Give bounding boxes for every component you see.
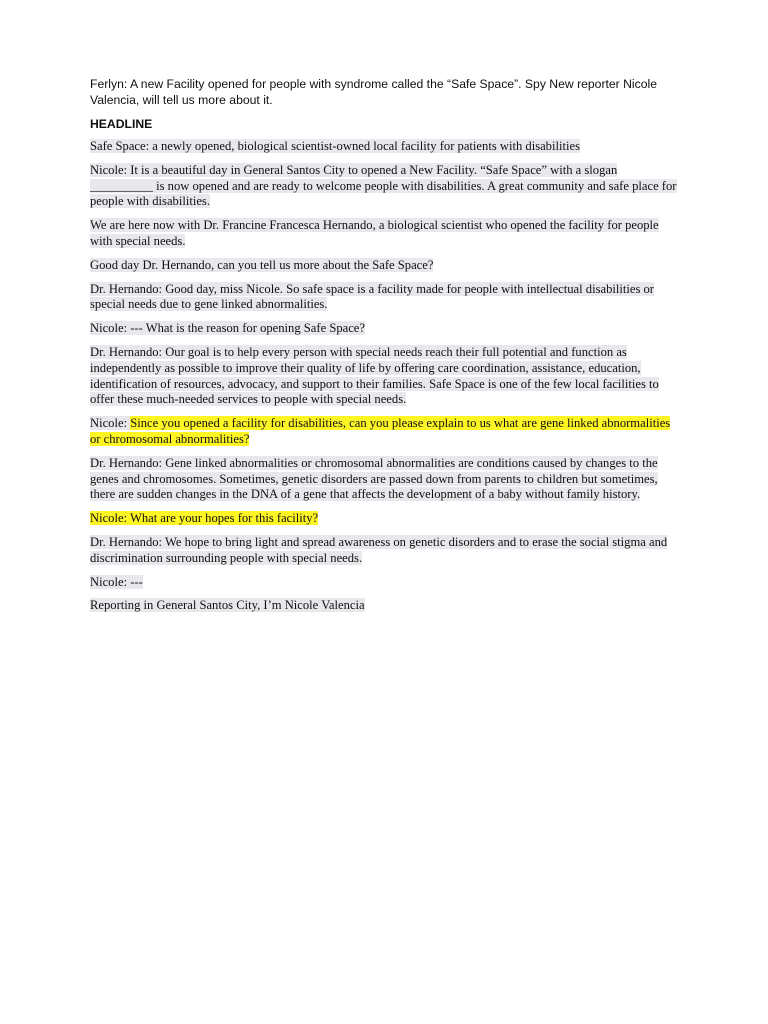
highlighted-question: Since you opened a facility for disabilities, can you please explain to us what are gene linked abnormalities or chromosomal abnormalities? [90, 416, 671, 446]
document-page [90, 76, 680, 622]
paragraph-text: Dr. Hernando: We hope to bring light and spread awareness on genetic disorders and to erase the social stigma and discrimination surrounding people with special needs. [90, 534, 668, 565]
paragraph-introduce-guest [90, 218, 680, 250]
speaker-prefix: Nicole: [90, 416, 131, 431]
paragraph-hernando-answer-4 [90, 535, 680, 567]
paragraph-text: Nicole: --- What is the reason for opening Safe Space? [90, 321, 365, 336]
paragraph-hernando-answer-2 [90, 345, 680, 408]
paragraph-text: Safe Space: a newly opened, biological scientist-owned local facility for patients with disabilities [90, 139, 580, 153]
paragraph-text: Dr. Hernando: Our goal is to help every person with special needs reach their full potential and function as independently as possible to improve their quality of life by offering care coordination, assistance, education, identification of resources, advocacy, and support to their families. Safe Space is one of the few local facilities to offer these much-needed services to people with special needs. [90, 344, 659, 407]
paragraph-hernando-answer-3 [90, 456, 680, 503]
paragraph-text: Reporting in General Santos City, I’m Nicole Valencia [90, 598, 365, 613]
paragraph-text: Nicole: --- [90, 574, 143, 589]
paragraph-nicole-question-genes [90, 416, 680, 448]
paragraph-nicole-question-hopes [90, 511, 680, 527]
highlighted-question: Nicole: What are your hopes for this facility? [90, 511, 319, 526]
paragraph-text: Dr. Hernando: Good day, miss Nicole. So safe space is a facility made for people with intellectual disabilities or special needs due to gene linked abnormalities. [90, 281, 654, 312]
paragraph-hernando-answer-1 [90, 282, 680, 314]
paragraph-nicole-closing [90, 575, 680, 591]
paragraph-text: Nicole: It is a beautiful day in General Santos City to opened a New Facility. “Safe Space” with a slogan __________ is now opened and are ready to welcome people with disabilities. A great community and safe place for people with disabilities. [90, 162, 677, 209]
paragraph-signoff [90, 598, 680, 614]
paragraph-headline-text [90, 139, 680, 155]
headline-label: HEADLINE [90, 117, 153, 131]
paragraph-greeting-question [90, 258, 680, 274]
paragraph-nicole-question-reason [90, 321, 680, 337]
intro-text: Ferlyn: A new Facility opened for people with syndrome called the “Safe Space”. Spy New reporter Nicole Valencia, will tell us more about it. [90, 77, 657, 107]
paragraph-text: Good day Dr. Hernando, can you tell us more about the Safe Space? [90, 257, 434, 272]
paragraph-nicole-intro [90, 163, 680, 210]
paragraph-text: Dr. Hernando: Gene linked abnormalities or chromosomal abnormalities are conditions caused by changes to the genes and chromosomes. Sometimes, genetic disorders are passed down from parents to children but sometimes, there are sudden changes in the DNA of a gene that affects the development of a baby without family history. [90, 455, 658, 502]
paragraph-text: We are here now with Dr. Francine Francesca Hernando, a biological scientist who opened the facility for people with special needs. [90, 218, 659, 248]
